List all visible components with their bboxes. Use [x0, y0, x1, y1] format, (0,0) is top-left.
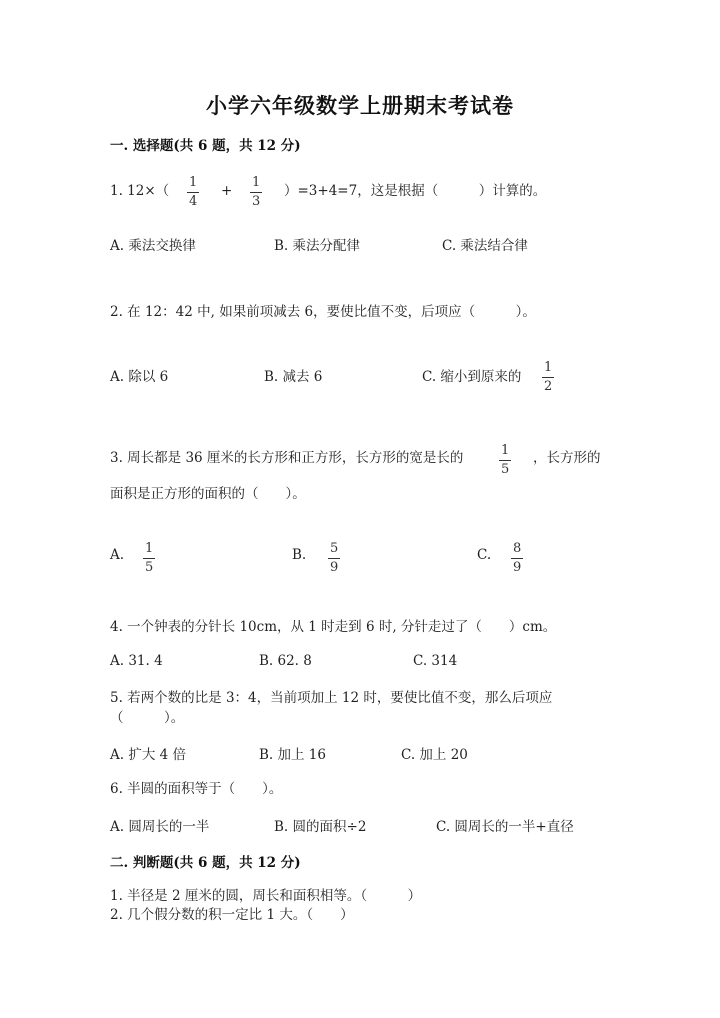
question-3-option-c[interactable]: C. — [477, 547, 492, 563]
fraction-numerator: 5 — [330, 541, 339, 556]
fraction-bar — [499, 460, 511, 461]
judgement-item-1: 1. 半径是 2 厘米的圆，周长和面积相等。（ ） — [110, 888, 422, 904]
fraction-bar — [187, 192, 199, 193]
question-6-text: 6. 半圆的面积等于（ ）。 — [110, 781, 283, 797]
fraction-bar — [250, 192, 262, 193]
question-3-option-a-fraction — [143, 542, 155, 575]
fraction-bar — [511, 558, 523, 559]
question-1-option-c[interactable]: C. 乘法结合律 — [442, 238, 528, 254]
question-4-text: 4. 一个钟表的分针长 10cm，从 1 时走到 6 时, 分针走过了（ ）cm。 — [110, 619, 557, 635]
question-3-text-line2: 面积是正方形的面积的（ ）。 — [110, 486, 306, 502]
question-1-option-b[interactable]: B. 乘法分配律 — [274, 238, 361, 254]
fraction-denominator: 2 — [544, 379, 553, 394]
fraction-numerator: 1 — [189, 175, 198, 190]
question-5-option-c[interactable]: C. 加上 20 — [401, 747, 468, 763]
fraction-numerator: 1 — [252, 175, 261, 190]
section-heading-judgement: 二. 判断题(共 6 题，共 12 分) — [110, 855, 301, 871]
question-2-text: 2. 在 12：42 中, 如果前项减去 6，要使比值不变，后项应（ ）。 — [110, 304, 536, 320]
fraction-numerator: 1 — [501, 443, 510, 458]
question-6-option-c[interactable]: C. 圆周长的一半+直径 — [436, 819, 574, 835]
fraction-numerator: 1 — [145, 541, 154, 556]
fraction-denominator: 5 — [501, 462, 510, 477]
question-6-option-a[interactable]: A. 圆周长的一半 — [110, 819, 210, 835]
question-3-text-line1-end: ，长方形的 — [533, 450, 601, 466]
question-2-option-c-fraction — [542, 361, 554, 394]
question-3-fraction — [499, 444, 511, 477]
fraction-denominator: 3 — [252, 194, 261, 209]
question-3-option-c-fraction — [511, 542, 523, 575]
question-3-option-b-fraction — [328, 542, 340, 575]
question-2-option-b[interactable]: B. 减去 6 — [264, 369, 323, 385]
question-1-text-start: 1. 12×（ — [110, 183, 170, 199]
fraction-numerator: 8 — [513, 541, 522, 556]
judgement-item-2: 2. 几个假分数的积一定比 1 大。（ ） — [110, 907, 354, 923]
section-heading-choice: 一. 选择题(共 6 题，共 12 分) — [110, 138, 301, 154]
fraction-denominator: 9 — [513, 560, 522, 575]
question-3-text-line1: 3. 周长都是 36 厘米的长方形和正方形，长方形的宽是长的 — [110, 450, 464, 466]
fraction-denominator: 4 — [189, 194, 198, 209]
question-3-option-a[interactable]: A. — [110, 547, 125, 563]
question-4-option-a[interactable]: A. 31. 4 — [110, 653, 163, 669]
question-4-option-b[interactable]: B. 62. 8 — [259, 653, 312, 669]
question-4-option-c[interactable]: C. 314 — [413, 653, 458, 669]
fraction-numerator: 1 — [544, 360, 553, 375]
question-5-option-b[interactable]: B. 加上 16 — [259, 747, 326, 763]
question-2-option-a[interactable]: A. 除以 6 — [110, 369, 169, 385]
fraction-bar — [542, 377, 554, 378]
question-1-text-end: ）=3+4=7，这是根据（ ）计算的。 — [284, 183, 547, 199]
question-1-fraction-2 — [250, 176, 262, 209]
question-1-fraction-1 — [187, 176, 199, 209]
question-6-option-b[interactable]: B. 圆的面积÷2 — [274, 819, 367, 835]
fraction-denominator: 9 — [330, 560, 339, 575]
fraction-bar — [328, 558, 340, 559]
fraction-bar — [143, 558, 155, 559]
question-2-option-c[interactable]: C. 缩小到原来的 — [422, 369, 522, 385]
fraction-denominator: 5 — [145, 560, 154, 575]
question-5-text-line2: （ ）。 — [110, 710, 185, 726]
question-1-option-a[interactable]: A. 乘法交换律 — [110, 238, 196, 254]
page-title: 小学六年级数学上册期末考试卷 — [206, 93, 514, 118]
question-5-option-a[interactable]: A. 扩大 4 倍 — [110, 747, 187, 763]
question-3-option-b[interactable]: B. — [292, 547, 307, 563]
question-5-text-line1: 5. 若两个数的比是 3：4，当前项加上 12 时，要使比值不变，那么后项应 — [110, 690, 553, 706]
question-1-plus: + — [221, 183, 233, 199]
